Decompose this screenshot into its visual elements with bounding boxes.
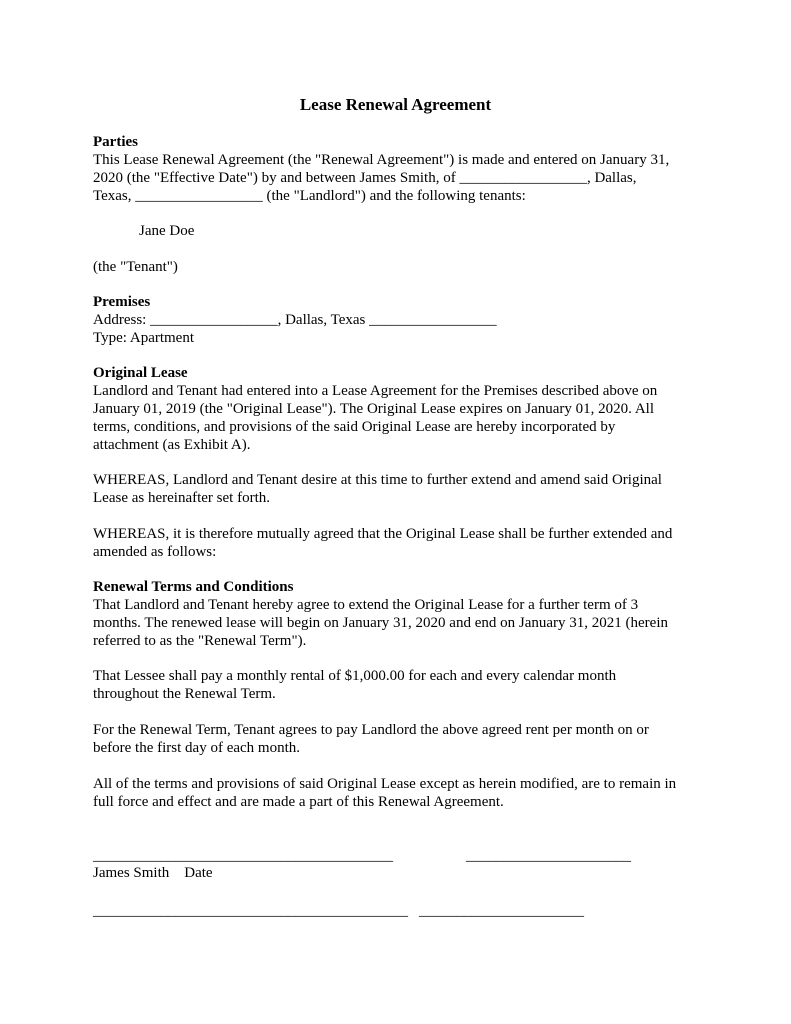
paragraph-line: January 01, 2019 (the "Original Lease"). The Original Lease expires on January 01, 2020. All: [93, 401, 654, 417]
premises-heading: Premises: [93, 294, 151, 310]
landlord-signature-line: ________________________________________: [93, 848, 393, 864]
paragraph-line: Lease as hereinafter set forth.: [93, 490, 270, 506]
paragraph-line: terms, conditions, and provisions of the said Original Lease are hereby incorporated by: [93, 419, 616, 435]
parties-line: This Lease Renewal Agreement (the "Renewal Agreement") is made and entered on January 31,: [93, 152, 670, 168]
paragraph-line: throughout the Renewal Term.: [93, 686, 276, 702]
paragraph-line: For the Renewal Term, Tenant agrees to pay Landlord the above agreed rent per month on or: [93, 722, 649, 738]
paragraph-line: That Lessee shall pay a monthly rental of $1,000.00 for each and every calendar month: [93, 668, 617, 684]
paragraph-line: WHEREAS, it is therefore mutually agreed that the Original Lease shall be further extended and: [93, 526, 673, 542]
tenant-date-line: ______________________: [419, 903, 584, 919]
parties-line: 2020 (the "Effective Date") by and between James Smith, of _________________, Dallas,: [93, 170, 637, 186]
paragraph-line: months. The renewed lease will begin on January 31, 2020 and end on January 31, 2021 (herein: [93, 615, 668, 631]
paragraph-line: That Landlord and Tenant hereby agree to extend the Original Lease for a further term of 3: [93, 597, 639, 613]
document-title: Lease Renewal Agreement: [299, 95, 492, 114]
parties-section: [93, 133, 703, 205]
tenant-label: (the "Tenant"): [93, 259, 178, 275]
terms-paragraph: [93, 775, 703, 811]
renewal-terms-section: [93, 578, 703, 650]
original-lease-heading: Original Lease: [93, 365, 188, 381]
landlord-date-line: ______________________: [466, 848, 631, 864]
premises-type: Type: Apartment: [93, 330, 195, 346]
parties-line: Texas, _________________ (the "Landlord") and the following tenants:: [93, 188, 526, 204]
premises-section: [93, 293, 703, 347]
original-lease-section: [93, 364, 703, 454]
parties-heading: Parties: [93, 134, 138, 150]
paragraph-line: referred to as the "Renewal Term").: [93, 633, 307, 649]
premises-address: Address: _________________, Dallas, Texas _________________: [93, 312, 497, 328]
paragraph-line: All of the terms and provisions of said Original Lease except as herein modified, are to remain in: [93, 776, 677, 792]
tenant-signature-line: __________________________________________: [93, 903, 408, 919]
rent-paragraph: [93, 667, 703, 703]
paragraph-line: amended as follows:: [93, 544, 217, 560]
renewal-terms-heading: Renewal Terms and Conditions: [93, 579, 294, 595]
tenant-name: Jane Doe: [139, 223, 195, 239]
whereas-paragraph-1: [93, 471, 703, 507]
paragraph-line: full force and effect and are made a part of this Renewal Agreement.: [93, 794, 504, 810]
paragraph-line: WHEREAS, Landlord and Tenant desire at this time to further extend and amend said Original: [93, 472, 662, 488]
paragraph-line: Landlord and Tenant had entered into a Lease Agreement for the Premises described above on: [93, 383, 658, 399]
paragraph-line: before the first day of each month.: [93, 740, 301, 756]
payment-paragraph: [93, 721, 703, 757]
whereas-paragraph-2: [93, 525, 703, 561]
landlord-signature-label: James Smith Date: [93, 865, 213, 881]
paragraph-line: attachment (as Exhibit A).: [93, 437, 251, 453]
